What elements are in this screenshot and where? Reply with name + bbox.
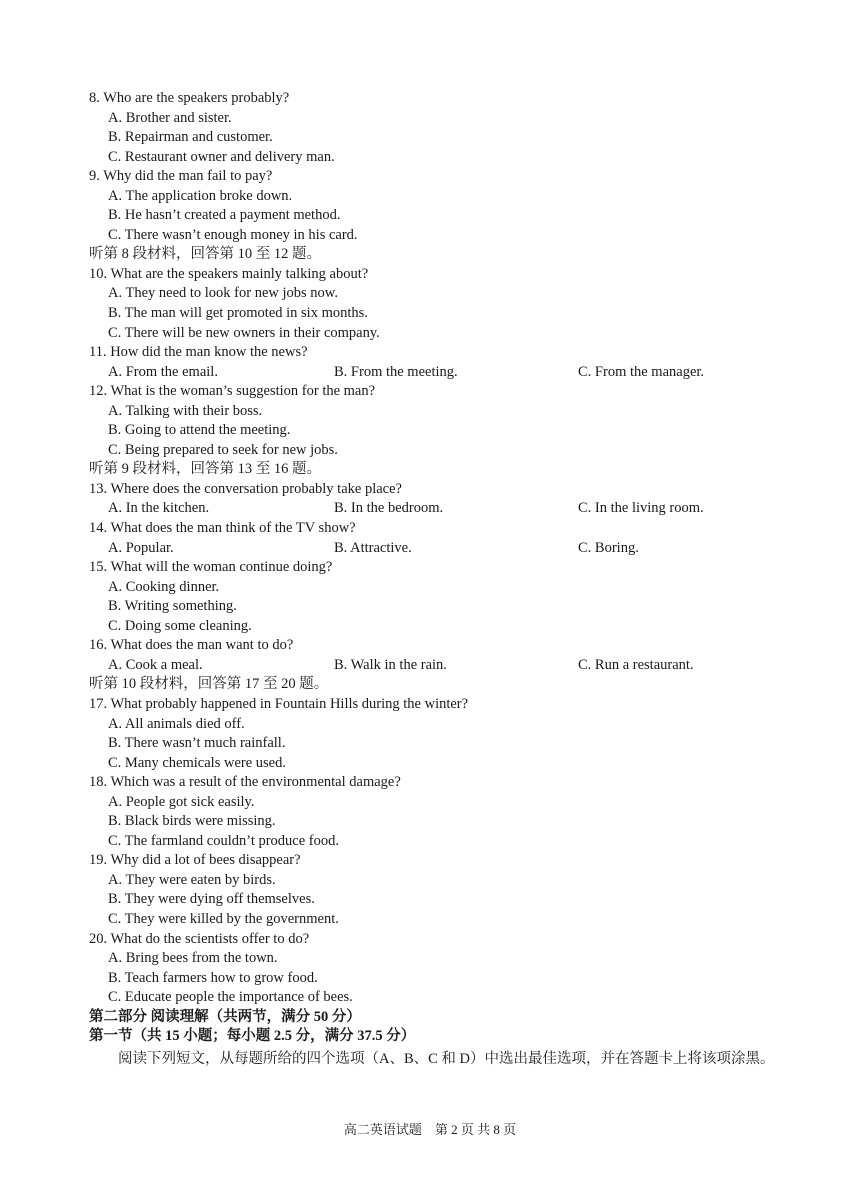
option-c: C. The farmland couldn’t produce food. [108, 832, 340, 849]
question-text: 17. What probably happened in Fountain Hills during the winter? [89, 695, 469, 712]
question-16 [89, 636, 789, 675]
option-b: B. Black birds were missing. [108, 813, 276, 830]
question-8 [89, 89, 789, 167]
part-2-heading: 第二部分 阅读理解（共两节，满分 50 分） [89, 1008, 361, 1025]
option-c: C. Doing some cleaning. [108, 617, 252, 634]
option-c: C. From the manager. [578, 363, 705, 380]
option-c: C. There wasn’t enough money in his card. [108, 226, 358, 243]
option-b: B. From the meeting. [334, 363, 458, 380]
question-9 [89, 167, 789, 245]
question-text: 16. What does the man want to do? [89, 637, 294, 654]
option-c: C. Being prepared to seek for new jobs. [108, 441, 338, 458]
option-b: B. In the bedroom. [334, 500, 444, 517]
section-8-instruction: 听第 8 段材料，回答第 10 至 12 题。 [89, 246, 321, 263]
question-13 [89, 480, 789, 519]
option-c: C. In the living room. [578, 500, 704, 517]
option-a: A. Brother and sister. [108, 109, 232, 126]
option-c: C. Run a restaurant. [578, 656, 694, 673]
options-row [89, 363, 789, 383]
question-19 [89, 851, 789, 929]
option-c: C. Restaurant owner and delivery man. [108, 148, 335, 165]
option-a: A. In the kitchen. [108, 500, 210, 517]
question-17 [89, 695, 789, 773]
question-text: 13. Where does the conversation probably take place? [89, 480, 402, 497]
option-c: C. Boring. [578, 539, 639, 556]
question-text: 11. How did the man know the news? [89, 344, 308, 361]
question-10 [89, 265, 789, 343]
option-b: B. They were dying off themselves. [108, 891, 315, 908]
section-9-instruction: 听第 9 段材料，回答第 13 至 16 题。 [89, 461, 321, 478]
option-a: A. Cook a meal. [108, 656, 203, 673]
option-b: B. There wasn’t much rainfall. [108, 735, 286, 752]
page-footer: 高二英语试题 第 2 页 共 8 页 [343, 1122, 517, 1137]
option-b: B. Repairman and customer. [108, 129, 273, 146]
option-c: C. Educate people the importance of bees. [108, 989, 353, 1006]
question-text: 19. Why did a lot of bees disappear? [89, 852, 301, 869]
option-a: A. Talking with their boss. [108, 402, 263, 419]
option-c: C. They were killed by the government. [108, 910, 339, 927]
option-a: A. The application broke down. [108, 187, 293, 204]
option-b: B. He hasn’t created a payment method. [108, 207, 341, 224]
question-text: 10. What are the speakers mainly talking about? [89, 265, 369, 282]
option-b: B. Walk in the rain. [334, 656, 447, 673]
section-10-instruction: 听第 10 段材料，回答第 17 至 20 题。 [89, 676, 329, 693]
question-11 [89, 343, 789, 382]
question-text: 20. What do the scientists offer to do? [89, 930, 310, 947]
option-a: A. Popular. [108, 539, 174, 556]
page-content [89, 89, 789, 1070]
question-15 [89, 558, 789, 636]
option-a: A. People got sick easily. [108, 793, 255, 810]
question-text: 9. Why did the man fail to pay? [89, 168, 273, 185]
question-text: 12. What is the woman’s suggestion for the man? [89, 383, 376, 400]
question-text: 15. What will the woman continue doing? [89, 559, 333, 576]
option-a: A. Bring bees from the town. [108, 950, 278, 967]
option-a: A. They need to look for new jobs now. [108, 285, 338, 302]
question-20 [89, 930, 789, 1008]
option-a: A. They were eaten by birds. [108, 871, 276, 888]
question-12 [89, 382, 789, 460]
option-b: B. Writing something. [108, 598, 237, 615]
options-row [89, 656, 789, 676]
question-text: 14. What does the man think of the TV show? [89, 520, 356, 537]
question-14 [89, 519, 789, 558]
question-text: 18. Which was a result of the environmental damage? [89, 774, 401, 791]
option-b: B. The man will get promoted in six months. [108, 305, 368, 322]
question-text: 8. Who are the speakers probably? [89, 90, 290, 106]
question-18 [89, 773, 789, 851]
option-a: A. All animals died off. [108, 715, 245, 732]
option-a: A. Cooking dinner. [108, 578, 220, 595]
option-b: B. Teach farmers how to grow food. [108, 969, 318, 986]
option-b: B. Attractive. [334, 539, 412, 556]
section-1-heading: 第一节（共 15 小题；每小题 2.5 分，满分 37.5 分） [89, 1028, 416, 1045]
options-row [89, 539, 789, 559]
reading-instructions: 阅读下列短文，从每题所给的四个选项（A、B、C 和 D）中选出最佳选项，并在答题卡上将该项涂黑。 [118, 1050, 775, 1067]
option-c: C. Many chemicals were used. [108, 754, 286, 771]
options-row [89, 499, 789, 519]
option-a: A. From the email. [108, 363, 218, 380]
option-b: B. Going to attend the meeting. [108, 422, 291, 439]
option-c: C. There will be new owners in their company. [108, 324, 380, 341]
